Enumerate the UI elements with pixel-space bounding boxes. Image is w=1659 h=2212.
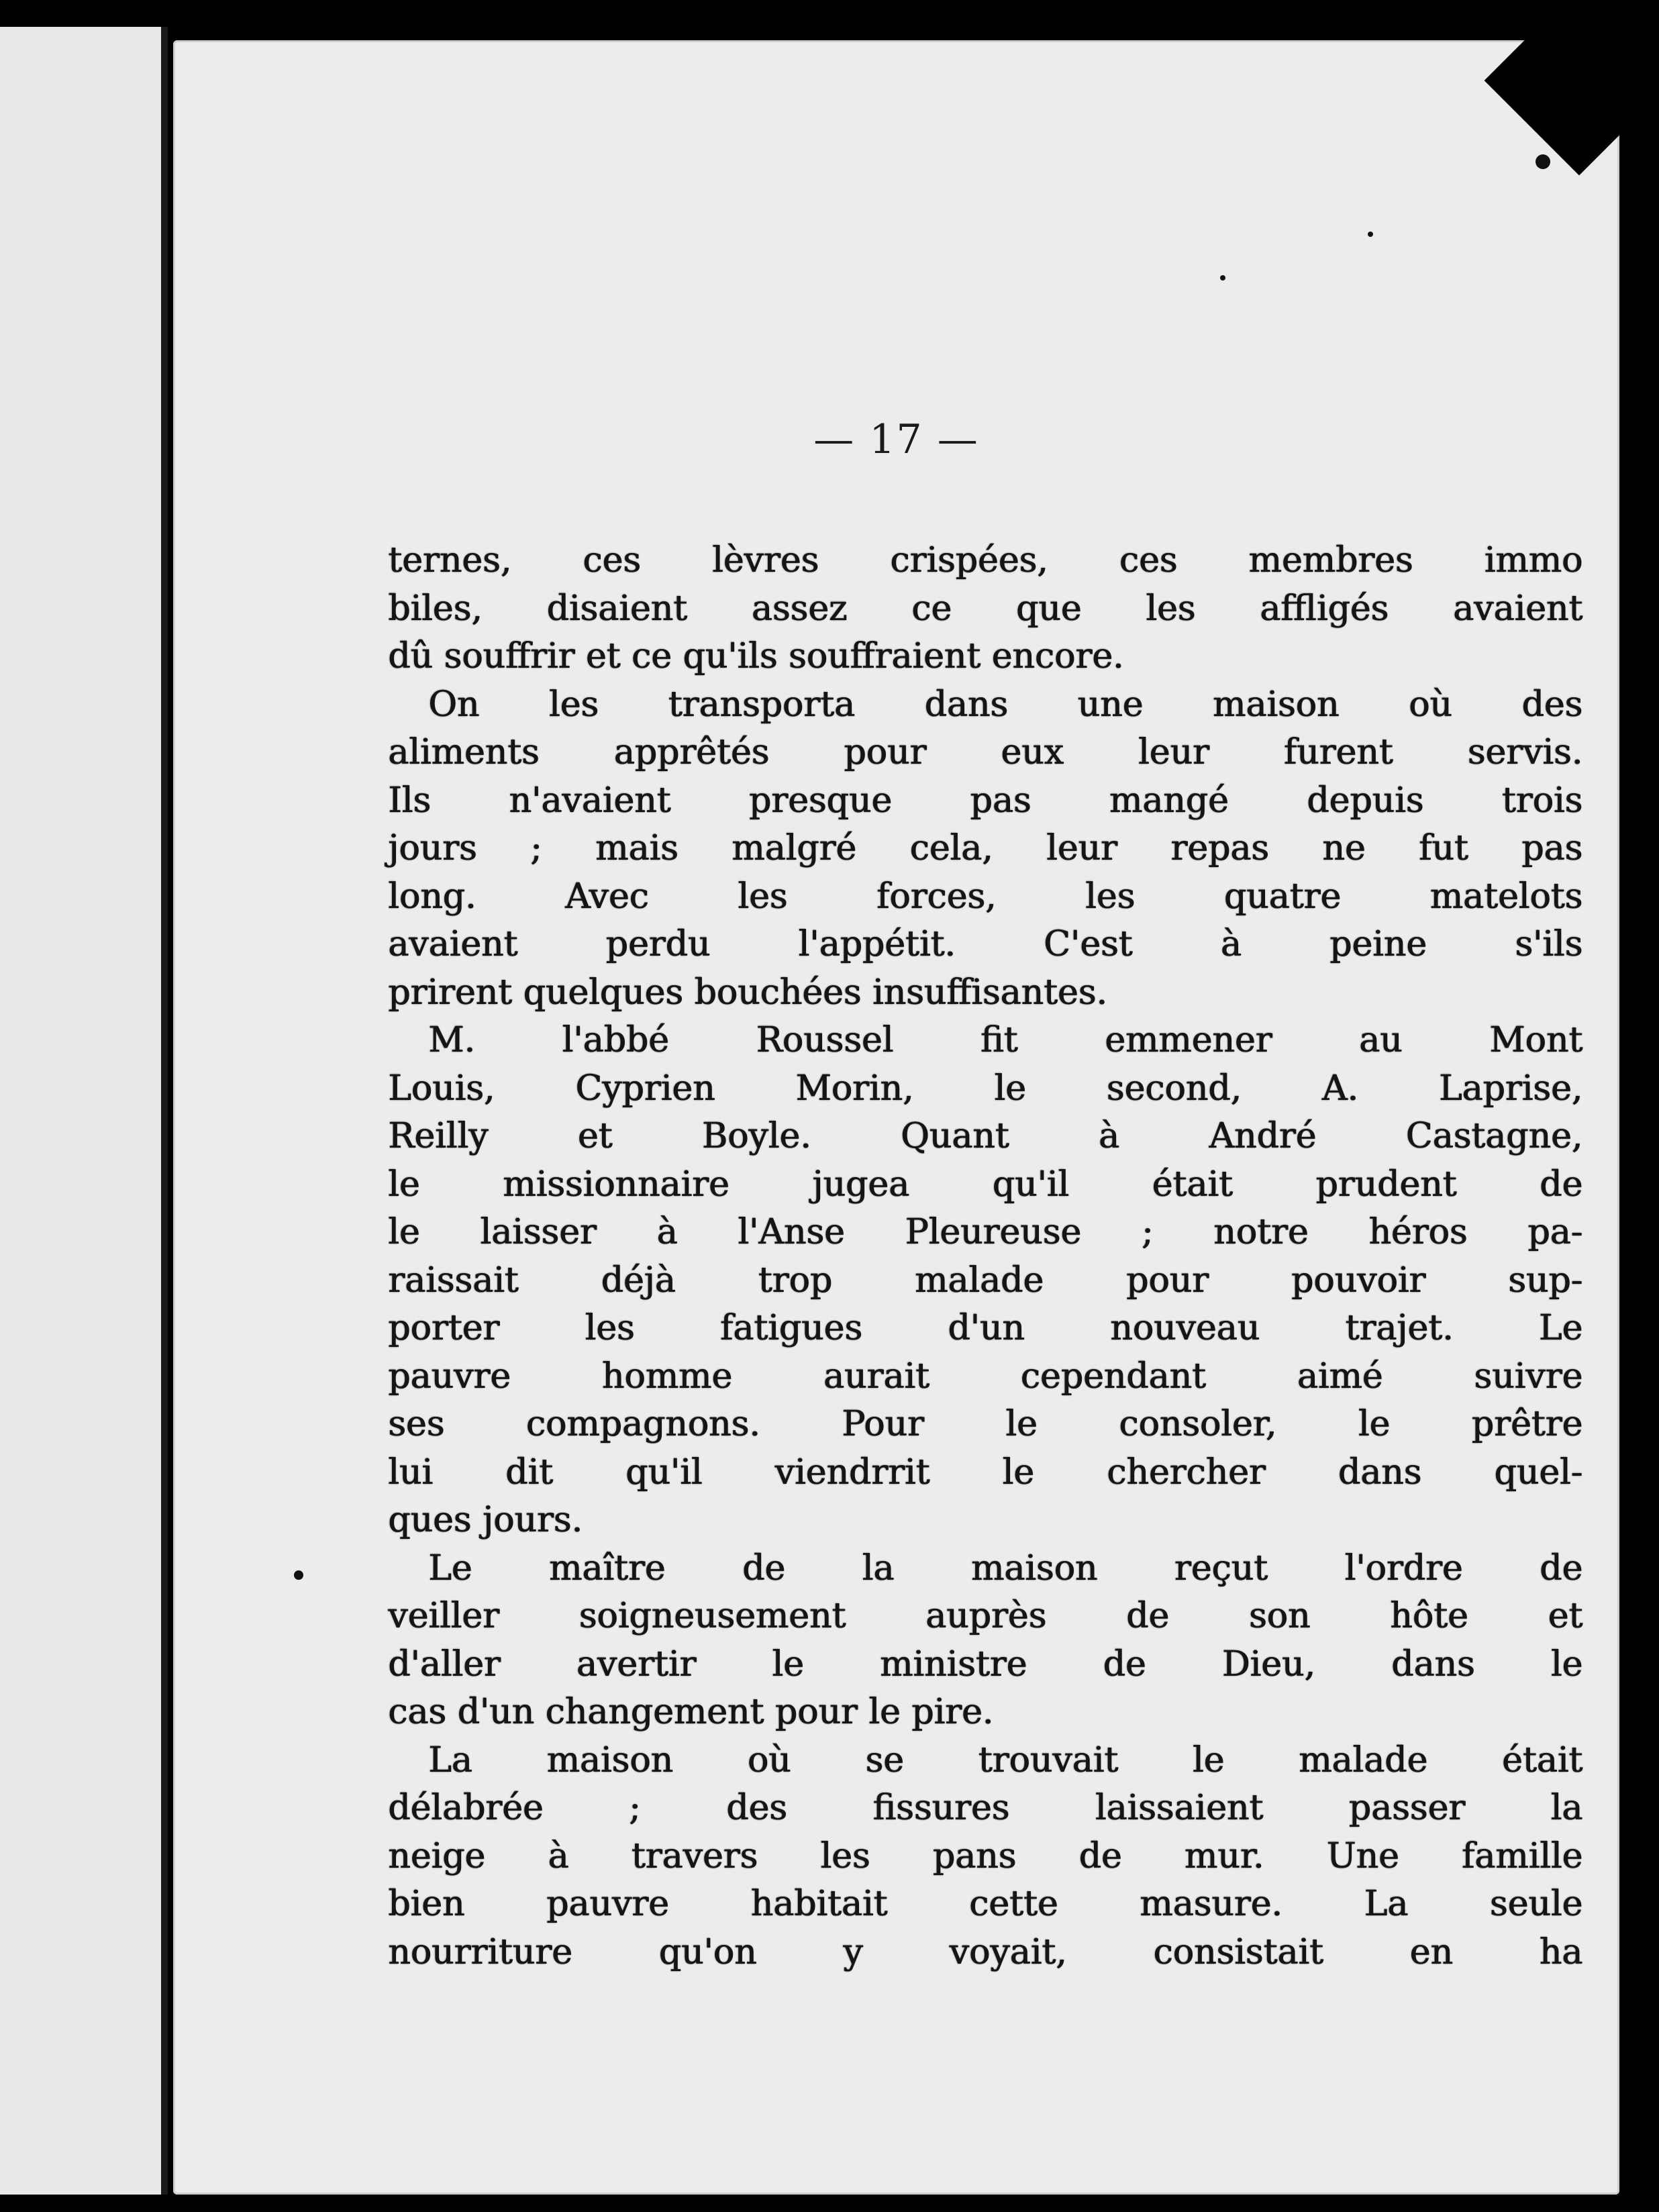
text-line: Le maître de la maison reçut l'ordre de: [428, 1548, 1582, 1589]
ink-speck: [1368, 232, 1373, 237]
text-line: Ils n'avaient presque pas mangé depuis trois: [388, 780, 1582, 821]
text-line: veiller soigneusement auprès de son hôte et: [388, 1596, 1582, 1636]
text-line: long. Avec les forces, les quatre matelots: [388, 876, 1582, 917]
text-line: ses compagnons. Pour le consoler, le prêtre: [388, 1404, 1582, 1444]
text-line: jours ; mais malgré cela, leur repas ne fut pas: [388, 828, 1582, 868]
text-line: ternes, ces lèvres crispées, ces membres immo: [388, 540, 1582, 581]
text-line: lui dit qu'il viendrrit le chercher dans quel-: [388, 1452, 1582, 1493]
text-line: le missionnaire jugea qu'il était prudent de: [388, 1164, 1582, 1205]
book-page: [173, 40, 1619, 2195]
text-line: Louis, Cyprien Morin, le second, A. Laprise,: [388, 1068, 1582, 1109]
text-line: dû souffrir et ce qu'ils souffraient encore.: [388, 636, 1124, 676]
text-line: prirent quelques bouchées insuffisantes.: [388, 972, 1107, 1013]
ink-speck: [294, 1570, 303, 1580]
text-line: ques jours.: [388, 1500, 583, 1540]
text-line: neige à travers les pans de mur. Une famille: [388, 1836, 1582, 1876]
text-line: délabrée ; des fissures laissaient passer la: [388, 1788, 1582, 1828]
ink-speck: [1536, 154, 1550, 169]
ink-speck: [1220, 275, 1225, 281]
text-line: La maison où se trouvait le malade était: [428, 1740, 1582, 1780]
text-line: nourriture qu'on y voyait, consistait en ha: [388, 1931, 1582, 1972]
text-line: pauvre homme aurait cependant aimé suivre: [388, 1356, 1582, 1397]
text-line: porter les fatigues d'un nouveau trajet. Le: [388, 1308, 1582, 1348]
text-line: biles, disaient assez ce que les affligés avaient: [388, 588, 1582, 629]
text-line: M. l'abbé Roussel fit emmener au Mont: [428, 1020, 1582, 1060]
text-line: avaient perdu l'appétit. C'est à peine s'ils: [388, 924, 1582, 964]
folded-corner: [1485, 0, 1659, 175]
text-line: cas d'un changement pour le pire.: [388, 1692, 994, 1732]
text-line: On les transporta dans une maison où des: [428, 684, 1582, 725]
text-line: raissait déjà trop malade pour pouvoir sup-: [388, 1260, 1582, 1301]
body-text: [388, 537, 1582, 1976]
text-line: bien pauvre habitait cette masure. La seule: [388, 1884, 1582, 1924]
text-line: Reilly et Boyle. Quant à André Castagne,: [388, 1116, 1582, 1156]
text-line: le laisser à l'Anse Pleureuse ; notre héros pa-: [388, 1212, 1582, 1252]
previous-page-edge: [0, 27, 168, 2195]
text-line: aliments apprêtés pour eux leur furent servis.: [388, 732, 1582, 772]
page-number: — 17 —: [813, 416, 979, 463]
text-line: d'aller avertir le ministre de Dieu, dans le: [388, 1644, 1582, 1685]
